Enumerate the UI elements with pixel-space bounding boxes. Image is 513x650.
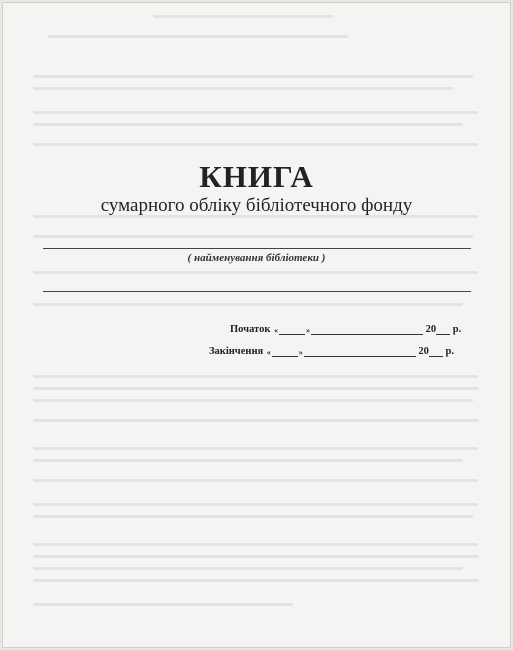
open-quote: «	[266, 348, 271, 357]
close-quote: »	[306, 326, 310, 335]
open-quote: «	[274, 326, 278, 335]
end-year-prefix: 20	[418, 346, 429, 357]
book-title: КНИГА	[199, 159, 314, 194]
library-name-line-2	[43, 291, 471, 292]
start-year-prefix: 20	[425, 324, 437, 335]
start-year-blank	[436, 324, 450, 335]
start-year-suffix: р.	[452, 324, 462, 335]
start-day-blank	[279, 324, 305, 335]
start-month-blank	[311, 324, 423, 335]
close-quote: »	[298, 348, 303, 357]
start-date-row	[230, 324, 461, 338]
end-date-label: Закінчення	[209, 346, 264, 357]
end-month-blank	[304, 346, 416, 357]
end-day-blank	[272, 346, 298, 357]
end-date-row	[209, 346, 454, 360]
library-name-caption: ( найменування бібліотеки )	[187, 252, 326, 264]
library-name-line	[43, 248, 471, 249]
start-date-label: Початок	[230, 324, 271, 335]
document-page	[2, 2, 511, 648]
book-subtitle: сумарного обліку бібліотечного фонду	[100, 195, 413, 216]
end-year-suffix: р.	[445, 346, 455, 357]
end-year-blank	[429, 346, 443, 357]
